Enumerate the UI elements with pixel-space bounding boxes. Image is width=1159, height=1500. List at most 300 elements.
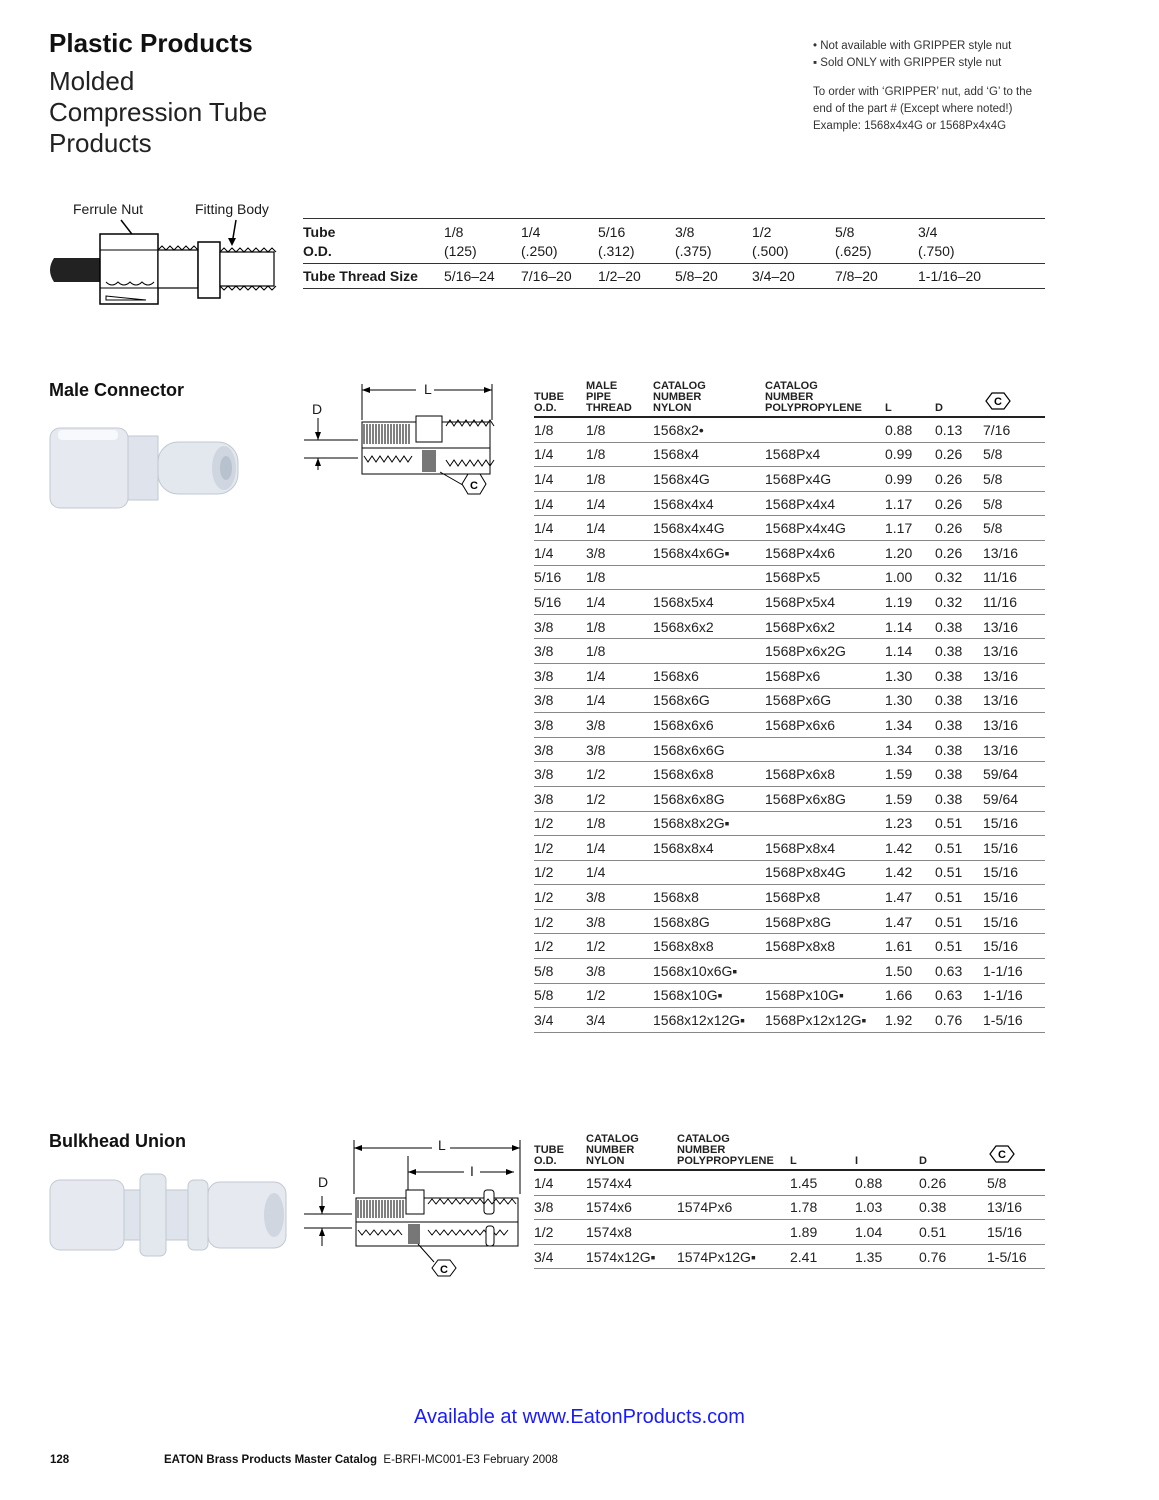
note-gripper-only: ▪ Sold ONLY with GRIPPER style nut	[813, 57, 1002, 69]
table-row	[534, 860, 1045, 885]
ordering-notes	[813, 38, 1032, 135]
col-D: D	[935, 381, 983, 417]
table-cell: 1.45	[790, 1170, 855, 1195]
table-cell: 1/4	[534, 516, 586, 541]
thread-size: 5/16–24	[444, 268, 495, 284]
table-cell: 1/2	[534, 860, 586, 885]
tube-od: (.750)	[918, 243, 955, 259]
table-cell: 5/8	[534, 983, 586, 1008]
tube-od: (.312)	[598, 243, 635, 259]
table-cell: 1574x6	[586, 1195, 677, 1220]
table-cell: 3/8	[534, 663, 586, 688]
table-cell: 13/16	[983, 614, 1045, 639]
table-cell: 0.26	[935, 467, 983, 492]
table-cell: 1.78	[790, 1195, 855, 1220]
fitting-cross-section-icon	[46, 216, 286, 310]
table-cell: 0.32	[935, 565, 983, 590]
male-connector-rows	[534, 417, 1045, 1032]
male-connector-drawing	[304, 380, 504, 500]
table-cell: 1.42	[885, 836, 935, 861]
table-cell: 3/8	[534, 688, 586, 713]
table-cell: 0.26	[935, 516, 983, 541]
header-line: TUBE	[534, 1144, 564, 1156]
table-row	[534, 934, 1045, 959]
table-cell: 5/8	[983, 491, 1045, 516]
header-line: NUMBER	[677, 1144, 726, 1156]
tube-size: 5/16	[598, 224, 626, 240]
table-cell: 1/4	[534, 1170, 586, 1195]
table-cell: 5/16	[534, 590, 586, 615]
tube-od: (125)	[444, 243, 477, 259]
table-cell: 3/4	[534, 1008, 586, 1033]
fitting-body-label: Fitting Body	[195, 201, 269, 217]
table-cell: 1.34	[885, 713, 935, 738]
table-cell: 1574Px12G▪	[677, 1244, 790, 1269]
table-cell: 1568Px5x4	[765, 590, 885, 615]
table-cell: 1.89	[790, 1220, 855, 1245]
table-cell: 3/8	[586, 885, 653, 910]
table-row	[534, 614, 1045, 639]
table-cell: 1/2	[586, 934, 653, 959]
table-cell: 1/4	[586, 491, 653, 516]
table-cell: 1568Px6	[765, 663, 885, 688]
header-line: CATALOG	[765, 380, 818, 392]
table-cell: 59/64	[983, 762, 1045, 787]
table-cell: 0.38	[935, 614, 983, 639]
table-row	[534, 590, 1045, 615]
table-cell: 1574Px6	[677, 1195, 790, 1220]
table-cell: 13/16	[983, 737, 1045, 762]
dimension-D-label: D	[312, 401, 323, 417]
table-cell: 1.92	[885, 1008, 935, 1033]
table-cell: 1/2	[534, 909, 586, 934]
table-cell: 1.20	[885, 540, 935, 565]
table-cell: 1.34	[885, 737, 935, 762]
table-cell: 0.51	[919, 1220, 987, 1245]
table-cell: 1568Px6x2	[765, 614, 885, 639]
subtitle-line: Compression Tube	[49, 97, 268, 127]
note-not-available: • Not available with GRIPPER style nut	[813, 40, 1012, 52]
table-cell: 1568Px8x4	[765, 836, 885, 861]
note-order-instruction: end of the part # (Except where noted!)	[813, 103, 1013, 115]
table-cell: 0.26	[935, 442, 983, 467]
table-cell: 1568x8	[653, 885, 765, 910]
table-cell: 5/8	[987, 1170, 1045, 1195]
thread-size: 7/16–20	[521, 268, 572, 284]
thread-size: 1-1/16–20	[918, 268, 982, 284]
table-cell: 11/16	[983, 565, 1045, 590]
table-row	[534, 663, 1045, 688]
table-cell: 1/8	[586, 467, 653, 492]
table-cell: 0.26	[935, 540, 983, 565]
table-cell: 0.76	[919, 1244, 987, 1269]
table-cell: 3/8	[534, 614, 586, 639]
header-line: CATALOG	[653, 380, 706, 392]
subtitle-line: Molded	[49, 66, 135, 96]
table-cell: 1/8	[586, 565, 653, 590]
table-cell: 0.51	[935, 811, 983, 836]
table-row	[534, 885, 1045, 910]
col-hex	[987, 1134, 1045, 1170]
table-cell: 0.38	[935, 688, 983, 713]
table-cell: 1.59	[885, 786, 935, 811]
tube-size: 1/8	[444, 224, 464, 240]
table-cell: 0.13	[935, 417, 983, 442]
table-cell: 1568x10x6G▪	[653, 959, 765, 984]
table-cell: 1/4	[586, 860, 653, 885]
eaton-products-link[interactable]: Available at www.EatonProducts.com	[414, 1406, 745, 1428]
table-row	[534, 1195, 1045, 1220]
table-cell: 5/8	[983, 442, 1045, 467]
table-cell: 1.04	[855, 1220, 919, 1245]
table-cell: 1574x8	[586, 1220, 677, 1245]
table-cell: 5/8	[983, 467, 1045, 492]
table-cell: 1.03	[855, 1195, 919, 1220]
table-cell: 1/2	[586, 762, 653, 787]
thread-size: 7/8–20	[835, 268, 878, 284]
table-cell: 5/8	[983, 516, 1045, 541]
table-row	[534, 688, 1045, 713]
table-row	[534, 713, 1045, 738]
tube-size: 3/8	[675, 224, 695, 240]
header-line: POLYPROPYLENE	[765, 402, 862, 414]
tube-od: (.500)	[752, 243, 789, 259]
table-cell: 1.17	[885, 516, 935, 541]
table-cell: 1.00	[885, 565, 935, 590]
table-cell: 13/16	[983, 713, 1045, 738]
table-row	[534, 565, 1045, 590]
header-line: NUMBER	[586, 1144, 635, 1156]
hex-symbol: C	[470, 480, 478, 492]
ferrule-nut-label: Ferrule Nut	[73, 201, 144, 217]
table-row	[534, 516, 1045, 541]
table-cell: 1.50	[885, 959, 935, 984]
tube-od: (.250)	[521, 243, 558, 259]
header-line: TUBE	[534, 391, 564, 403]
tube-label: Tube	[303, 224, 336, 240]
table-cell: 1568Px6x8	[765, 762, 885, 787]
hex-wrench-icon	[983, 391, 1013, 411]
table-cell: 1-5/16	[983, 1008, 1045, 1033]
table-cell: 0.51	[935, 909, 983, 934]
table-cell: 1.14	[885, 614, 935, 639]
table-row	[534, 836, 1045, 861]
table-cell: 3/8	[534, 639, 586, 664]
table-cell: 1574x12G▪	[586, 1244, 677, 1269]
catalog-code: E-BRFI-MC001-E3 February 2008	[383, 1454, 558, 1466]
note-example: Example: 1568x4x4G or 1568Px4x4G	[813, 120, 1007, 132]
col-I: I	[855, 1134, 919, 1170]
table-cell: 1/4	[586, 590, 653, 615]
table-cell: 1.66	[885, 983, 935, 1008]
table-cell	[653, 639, 765, 664]
table-row	[534, 1244, 1045, 1269]
table-cell: 13/16	[983, 663, 1045, 688]
table-cell: 0.51	[935, 860, 983, 885]
tube-size: 1/2	[752, 224, 772, 240]
table-cell: 1568Px10G▪	[765, 983, 885, 1008]
page-title: Plastic Products	[49, 28, 253, 58]
table-cell: 0.99	[885, 442, 935, 467]
table-cell: 1/4	[534, 540, 586, 565]
table-cell	[677, 1170, 790, 1195]
table-cell: 1568Px6G	[765, 688, 885, 713]
table-cell: 1/8	[586, 811, 653, 836]
table-cell: 0.38	[935, 737, 983, 762]
table-cell: 1568Px4	[765, 442, 885, 467]
table-cell: 5/8	[534, 959, 586, 984]
table-cell	[765, 417, 885, 442]
table-cell: 15/16	[983, 909, 1045, 934]
table-cell: 1568x4G	[653, 467, 765, 492]
table-cell: 1/2	[534, 934, 586, 959]
table-cell: 1568x10G▪	[653, 983, 765, 1008]
col-catalog-polypropylene	[677, 1134, 790, 1170]
table-cell: 1568x6x6	[653, 713, 765, 738]
table-cell: 3/8	[586, 737, 653, 762]
table-cell: 3/8	[534, 713, 586, 738]
table-row	[534, 737, 1045, 762]
col-catalog-polypropylene	[765, 381, 885, 417]
table-cell: 1-1/16	[983, 983, 1045, 1008]
table-cell: 0.32	[935, 590, 983, 615]
dimension-D-label: D	[318, 1174, 329, 1190]
subtitle-line: Products	[49, 128, 152, 158]
table-cell: 0.76	[935, 1008, 983, 1033]
table-cell: 3/8	[534, 786, 586, 811]
table-cell: 1.23	[885, 811, 935, 836]
table-cell: 15/16	[987, 1220, 1045, 1245]
tube-size-row	[303, 219, 1045, 242]
table-cell: 2.41	[790, 1244, 855, 1269]
tube-size: 3/4	[918, 224, 938, 240]
table-cell: 1.47	[885, 885, 935, 910]
dimension-I-label: I	[470, 1163, 474, 1179]
table-cell: 1.59	[885, 762, 935, 787]
table-cell: 3/8	[586, 713, 653, 738]
table-cell: 1.35	[855, 1244, 919, 1269]
table-cell: 1.19	[885, 590, 935, 615]
table-row	[534, 1220, 1045, 1245]
header-line: NYLON	[653, 402, 692, 414]
dimension-L-label: L	[438, 1137, 446, 1153]
table-cell: 1568Px5	[765, 565, 885, 590]
note-order-instruction: To order with ‘GRIPPER’ nut, add ‘G’ to the	[813, 86, 1033, 98]
table-header-row	[534, 1134, 1045, 1170]
table-row	[534, 786, 1045, 811]
table-cell: 1-1/16	[983, 959, 1045, 984]
table-cell: 1/2	[586, 983, 653, 1008]
table-cell: 1568Px4x6	[765, 540, 885, 565]
table-cell	[765, 737, 885, 762]
table-cell: 1568Px6x2G	[765, 639, 885, 664]
table-cell: 1568Px6x8G	[765, 786, 885, 811]
table-cell: 59/64	[983, 786, 1045, 811]
table-cell: 1568x6x2	[653, 614, 765, 639]
table-row	[534, 983, 1045, 1008]
header-line: PIPE	[586, 391, 612, 403]
col-tube-od	[534, 381, 586, 417]
table-cell: 1/2	[534, 811, 586, 836]
table-cell: 1568Px4G	[765, 467, 885, 492]
table-cell: 1/2	[586, 786, 653, 811]
table-cell: 0.38	[935, 786, 983, 811]
col-tube-od	[534, 1134, 586, 1170]
col-D: D	[919, 1134, 987, 1170]
table-row	[534, 442, 1045, 467]
table-cell: 1/2	[534, 885, 586, 910]
bulkhead-union-schematic-icon	[304, 1134, 524, 1284]
table-cell: 15/16	[983, 836, 1045, 861]
table-cell: 0.99	[885, 467, 935, 492]
dimension-L-label: L	[424, 381, 432, 397]
table-cell: 3/8	[586, 959, 653, 984]
table-cell: 3/8	[534, 1195, 586, 1220]
table-cell: 1/4	[586, 836, 653, 861]
table-cell: 1568x5x4	[653, 590, 765, 615]
table-cell: 1568x4x6G▪	[653, 540, 765, 565]
col-L: L	[885, 381, 935, 417]
table-cell: 15/16	[983, 885, 1045, 910]
table-header-row	[534, 381, 1045, 417]
col-L: L	[790, 1134, 855, 1170]
table-cell: 1568x6	[653, 663, 765, 688]
table-row	[534, 1170, 1045, 1195]
table-cell: 3/8	[534, 737, 586, 762]
table-cell	[677, 1220, 790, 1245]
table-cell: 15/16	[983, 934, 1045, 959]
table-cell: 1-5/16	[987, 1244, 1045, 1269]
table-cell	[653, 565, 765, 590]
header-line: NUMBER	[765, 391, 814, 403]
tube-size: 5/8	[835, 224, 855, 240]
table-cell: 1.17	[885, 491, 935, 516]
table-cell: 1/4	[586, 516, 653, 541]
table-cell: 3/8	[586, 909, 653, 934]
table-cell	[765, 811, 885, 836]
table-cell: 1568x8x2G▪	[653, 811, 765, 836]
table-cell: 13/16	[983, 540, 1045, 565]
table-row	[534, 639, 1045, 664]
table-cell: 3/4	[586, 1008, 653, 1033]
table-row	[534, 1008, 1045, 1033]
table-cell: 1568x6x6G	[653, 737, 765, 762]
table-cell: 1568x6x8G	[653, 786, 765, 811]
table-cell: 0.26	[919, 1170, 987, 1195]
table-cell: 1568x4x4G	[653, 516, 765, 541]
fitting-diagram	[46, 198, 286, 310]
table-cell: 1568Px4x4	[765, 491, 885, 516]
col-male-pipe-thread	[586, 381, 653, 417]
page-subtitle	[49, 66, 267, 159]
header-line: POLYPROPYLENE	[677, 1155, 774, 1167]
table-cell: 0.88	[855, 1170, 919, 1195]
table-cell: 1/4	[586, 663, 653, 688]
thread-size: 5/8–20	[675, 268, 718, 284]
table-cell: 0.51	[935, 885, 983, 910]
table-cell: 15/16	[983, 811, 1045, 836]
table-cell: 1.30	[885, 688, 935, 713]
table-row	[534, 959, 1045, 984]
table-cell: 3/8	[586, 540, 653, 565]
table-cell: 1/8	[586, 442, 653, 467]
table-row	[534, 491, 1045, 516]
table-cell: 1/4	[534, 467, 586, 492]
table-cell: 1/4	[586, 688, 653, 713]
table-cell: 0.38	[935, 663, 983, 688]
catalog-brand: EATON Brass Products Master Catalog	[164, 1454, 378, 1466]
male-connector-table	[534, 381, 1045, 1033]
table-cell: 1568x8x4	[653, 836, 765, 861]
table-cell: 1/8	[586, 614, 653, 639]
tube-size: 1/4	[521, 224, 541, 240]
header-line: O.D.	[534, 1155, 557, 1167]
table-cell: 1574x4	[586, 1170, 677, 1195]
table-row	[534, 467, 1045, 492]
header-line: CATALOG	[586, 1133, 639, 1145]
table-cell: 7/16	[983, 417, 1045, 442]
tube-size-table	[303, 218, 1045, 289]
table-cell: 0.88	[885, 417, 935, 442]
table-cell: 1568Px8x4G	[765, 860, 885, 885]
table-cell: 0.51	[935, 934, 983, 959]
table-cell: 1568x8G	[653, 909, 765, 934]
table-cell: 1/4	[534, 442, 586, 467]
page-number: 128	[50, 1454, 70, 1466]
table-cell: 13/16	[987, 1195, 1045, 1220]
table-cell: 1568x4	[653, 442, 765, 467]
table-cell: 1568Px8G	[765, 909, 885, 934]
table-cell: 1/8	[586, 639, 653, 664]
header-line: O.D.	[534, 402, 557, 414]
table-cell: 1.14	[885, 639, 935, 664]
table-row	[534, 811, 1045, 836]
table-cell: 1/2	[534, 1220, 586, 1245]
tube-od-row	[303, 242, 1045, 264]
male-connector-schematic-icon	[304, 380, 504, 500]
hex-symbol: C	[440, 1264, 448, 1276]
table-cell: 0.38	[935, 639, 983, 664]
thread-size-label: Tube Thread Size	[303, 268, 418, 284]
table-cell: 1/8	[534, 417, 586, 442]
table-cell: 3/4	[534, 1244, 586, 1269]
table-cell: 11/16	[983, 590, 1045, 615]
tube-thread-row	[303, 264, 1045, 288]
bulkhead-union-title: Bulkhead Union	[49, 1131, 187, 1151]
male-connector-title: Male Connector	[49, 380, 185, 400]
table-cell: 1568x8x8	[653, 934, 765, 959]
bulkhead-union-drawing	[304, 1134, 524, 1284]
table-cell	[653, 860, 765, 885]
table-cell: 1568Px6x6	[765, 713, 885, 738]
bulkhead-union-rows	[534, 1170, 1045, 1269]
table-cell: 1/4	[534, 491, 586, 516]
table-cell: 1.42	[885, 860, 935, 885]
table-row	[534, 540, 1045, 565]
table-cell: 0.38	[919, 1195, 987, 1220]
table-cell: 3/8	[534, 762, 586, 787]
table-cell: 1.30	[885, 663, 935, 688]
table-cell: 0.63	[935, 983, 983, 1008]
hex-symbol: C	[998, 1149, 1006, 1161]
col-catalog-nylon	[586, 1134, 677, 1170]
col-hex	[983, 381, 1045, 417]
col-catalog-nylon	[653, 381, 765, 417]
table-cell: 0.51	[935, 836, 983, 861]
table-cell: 1568x12x12G▪	[653, 1008, 765, 1033]
table-cell	[765, 959, 885, 984]
tube-od: (.625)	[835, 243, 872, 259]
